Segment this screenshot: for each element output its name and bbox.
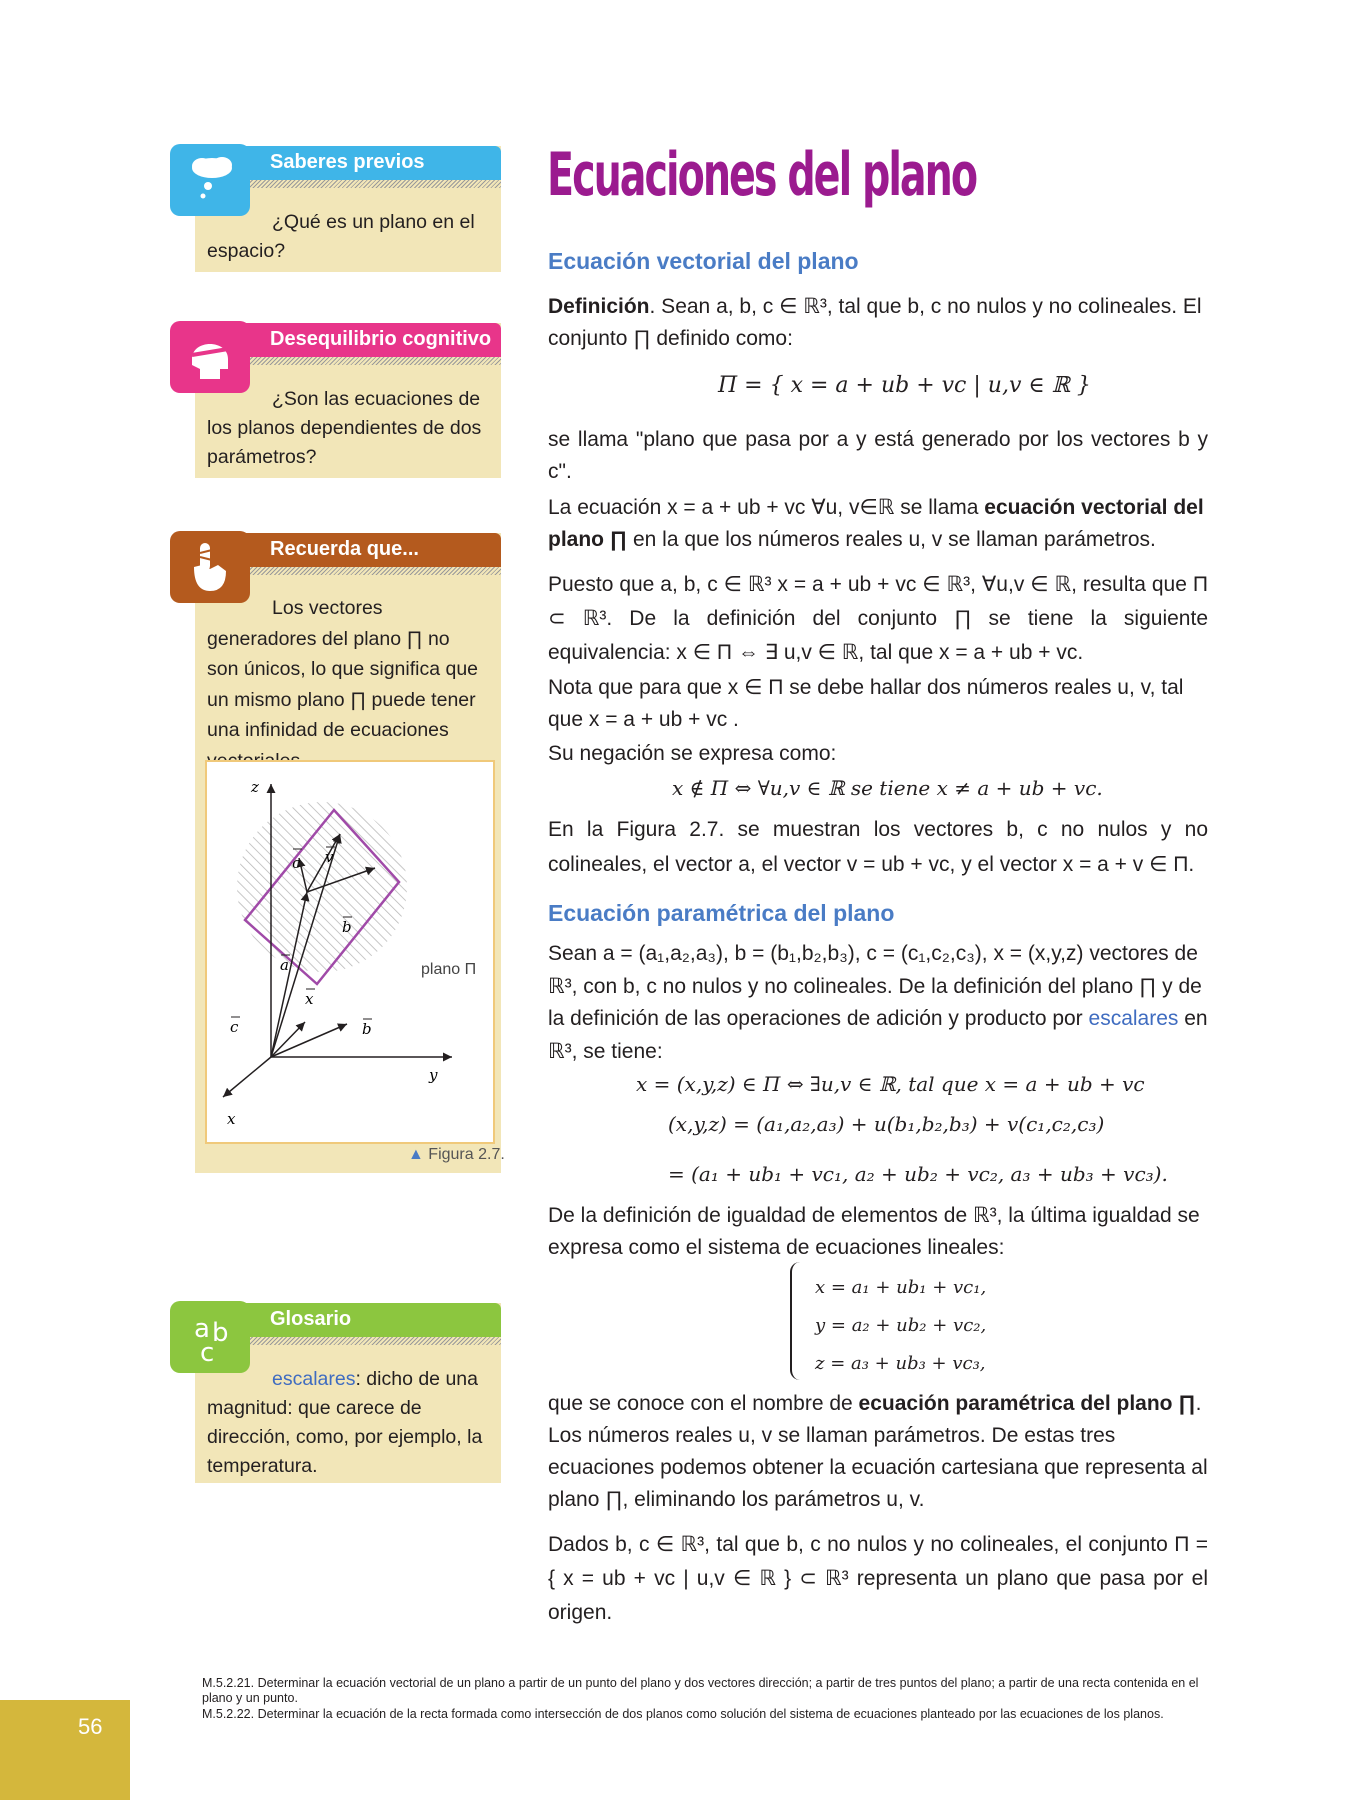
paragraph-negation: Su negación se expresa como: [548,742,837,765]
page-number-band [0,1700,130,1800]
head-icon [170,321,250,393]
glosario-title: Glosario [270,1308,352,1330]
vector-c-bottom-label: c [230,1018,239,1036]
axis-y-label: y [429,1066,438,1084]
equation-components: = (a₁ + ub₁ + vc₁, a₂ + ub₂ + vc₂, a₃ + ub₃ + vc₃). [668,1162,1168,1186]
glosario-box [195,1303,501,1483]
equation-negation: x ∉ Π ⇔ ∀u,v ∈ ℝ se tiene x ≠ a + ub + vc. [672,776,1103,800]
glosario-text: escalares: dicho de una magnitud: que carece de dirección, como, por ejemplo, la temperatura. [207,1368,483,1477]
vector-v-label: v [325,848,334,866]
section-vectorial-heading: Ecuación vectorial del plano [548,248,859,274]
paragraph-equality: De la definición de igualdad de elementos de ℝ³, la última igualdad se expresa como el sistema de ecuaciones lineales: [548,1204,1200,1259]
page-title: Ecuaciones del plano [547,140,977,210]
vector-x-label: x [305,990,314,1008]
plane-label: plano Π [421,961,477,978]
equation-membership: x = (x,y,z) ∈ Π ⇔ ∃u,v ∈ ℝ, tal que x = a + ub + vc [636,1072,1145,1096]
vector-a-label: a [280,956,289,974]
system-eq-2: y = a₂ + ub₂ + vc₂, [815,1315,987,1336]
system-eq-3: z = a₃ + ub₃ + vc₃, [815,1353,986,1374]
paragraph-vector-equation: La ecuación x = a + ub + vc ∀u, v∈ℝ se llama ecuación vectorial del plano ∏ en la que los números reales u, v se llaman parámetros. [548,496,1204,551]
thought-cloud-icon [170,144,250,216]
abc-icon [170,1301,250,1373]
paragraph-equivalence: Puesto que a, b, c ∈ ℝ³ x = a + ub + vc ∈ ℝ³, ∀u,v ∈ ℝ, resulta que Π ⊂ ℝ³. De la definición del conjunto ∏ se tiene la siguiente equivalencia: x ∈ Π ⇔ ∃ u,v ∈ ℝ, tal que x = a + ub + vc. [548,573,1208,664]
equation-plane-set: Π = { x = a + ub + vc | u,v ∈ ℝ } [718,373,1091,398]
vector-b-bottom-label: b [362,1020,372,1038]
footnote-1: M.5.2.21. Determinar la ecuación vectorial de un plano a partir de un punto del plano y dos vectores dirección; a partir de tres puntos del plano; a partir de una recta contenida en el plano y un punto. [202,1676,1199,1705]
desequilibrio-title: Desequilibrio cognitivo [270,328,492,350]
figure-caption: ▲ Figura 2.7. [408,1146,505,1163]
system-brace [790,1262,806,1380]
paragraph-figure-ref: En la Figura 2.7. se muestran los vectores b, c no nulos y no colineales, el vector a, el vector v = ub + vc, y el vector x = a + v ∈ Π. [548,818,1208,876]
saberes-text: ¿Qué es un plano en el espacio? [207,211,475,262]
paragraph-parametric: que se conoce con el nombre de ecuación paramétrica del plano ∏. Los números reales u, v se llaman parámetros. De estas tres ecuaciones podemos obtener la ecuación cartesiana que representa al plano ∏, eliminando los parámetros u, v. [548,1392,1208,1511]
figure-2-7 [205,760,495,1144]
saberes-previos-box [195,146,501,272]
system-eq-1: x = a₁ + ub₁ + vc₁, [815,1277,987,1298]
svg-text:a: a [194,1314,210,1344]
vector-b-top-label: b [342,918,352,936]
footnote-2: M.5.2.22. Determinar la ecuación de la recta formada como intersección de dos planos como solución del sistema de ecuaciones planteado por las ecuaciones de los planos. [202,1707,1164,1721]
svg-text:b: b [212,1318,229,1348]
recuerda-title: Recuerda que... [270,538,419,560]
page-number: 56 [78,1714,103,1739]
glosario-term[interactable]: escalares [272,1368,356,1390]
paragraph-origin-plane: Dados b, c ∈ ℝ³, tal que b, c no nulos y no colineales, el conjunto Π = { x = ub + vc | u,v ∈ ℝ } ⊂ ℝ³ representa un plano que pasa por el origen. [548,1533,1208,1624]
svg-text:c: c [200,1338,215,1368]
desequilibrio-box [195,323,501,478]
paragraph-plane-name: se llama "plano que pasa por a y está generado por los vectores b y c". [548,428,1208,483]
recuerda-text: Los vectores generadores del plano ∏ no son únicos, lo que significa que un mismo plano ∏ puede tener una infinidad de ecuaciones [207,597,479,741]
escalares-link[interactable]: escalares [1088,1007,1179,1030]
equation-expansion: (x,y,z) = (a₁,a₂,a₃) + u(b₁,b₂,b₃) + v(c₁,c₂,c₃) [668,1112,1105,1136]
vector-c-top-label: c [292,854,301,872]
section-parametrica-heading: Ecuación paramétrica del plano [548,900,895,926]
axis-x-label: x [227,1110,236,1128]
vector-plane-diagram [207,762,493,1142]
axis-z-label: z [251,778,259,796]
desequilibrio-text: ¿Son las ecuaciones de los planos dependientes de dos parámetros? [207,388,482,468]
saberes-title: Saberes previos [270,151,425,173]
paragraph-note: Nota que para que x ∈ Π se debe hallar dos números reales u, v, tal que x = a + ub + vc . [548,676,1184,731]
definition-paragraph: Definición. Sean a, b, c ∈ ℝ³, tal que b, c no nulos y no colineales. El conjunto ∏ definido como: [548,295,1202,350]
paragraph-components: Sean a = (a₁,a₂,a₃), b = (b₁,b₂,b₃), c = (c₁,c₂,c₃), x = (x,y,z) vectores de ℝ³, con b, c no nulos y no colineales. De la definición del plano ∏ y de la definición de las operaciones de adición y producto por escalares en ℝ³, se tiene: [548,942,1208,1063]
